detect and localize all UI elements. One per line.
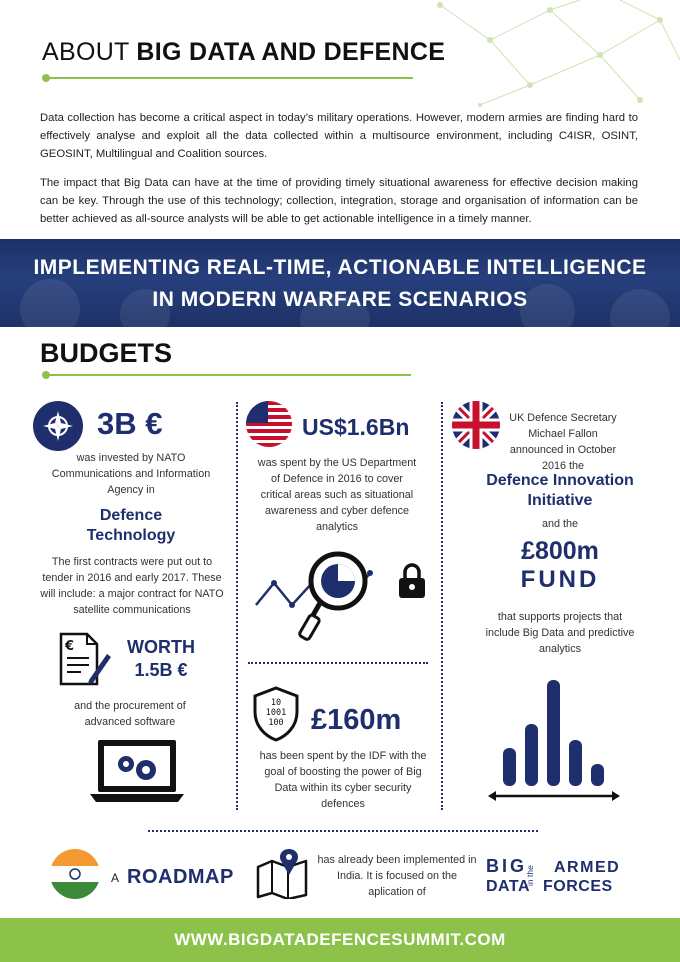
title-light: ABOUT [42, 38, 130, 66]
page-title [42, 38, 445, 67]
uk-fund: FUND [520, 566, 600, 593]
budgets-underline [46, 374, 411, 376]
middle-divider [248, 662, 428, 664]
india-flag-icon [50, 849, 100, 899]
padlock-icon [398, 562, 426, 600]
uk-flag-icon [452, 401, 500, 449]
nato-text-1: was invested by NATO Communications and Information Agency in [51, 452, 211, 496]
uk-and: and the [541, 518, 579, 530]
intro-paragraph-1: Data collection has become a critical aspect in today’s military operations. However, modern armies are finding hard to effectively analyse and exploit all the data collected within a multisource environment, including C4ISR, OSINT, GEOSINT, Multilingual and Coalition sources. [40, 112, 638, 160]
logo-in-the: in the [525, 865, 535, 886]
shield-code: 10 1001 100 [265, 698, 287, 728]
bottom-divider [148, 830, 538, 832]
bar-chart-icon [486, 678, 622, 806]
magnifier-chart-icon [252, 543, 392, 643]
nato-worth: WORTH 1.5B € [127, 637, 195, 680]
logo-big: BIG [486, 856, 528, 876]
uk-text-1: UK Defence Secretary Michael Fallon announced in October 2016 the [509, 412, 617, 472]
india-roadmap: ROADMAP [127, 866, 234, 888]
uk-text-2: that supports projects that include Big Data and predictive analytics [485, 611, 635, 655]
nato-amount: 3B € [97, 406, 163, 441]
logo-forces: FORCES [543, 878, 613, 895]
budgets-title: BUDGETS [40, 338, 173, 368]
us-amount: US$1.6Bn [302, 414, 410, 440]
us-flag-icon [246, 401, 292, 447]
india-text: has already been implemented in India. It is focused on the aplication of [317, 854, 477, 898]
nato-flag-icon [33, 401, 83, 451]
logo-armed: ARMED [554, 859, 621, 876]
idf-amount: £160m [311, 704, 402, 736]
india-prefix: A [111, 871, 120, 885]
logo-data: DATA [486, 878, 531, 895]
budgets-underline-dot [42, 371, 50, 379]
us-text: was spent by the US Department of Defence in 2016 to cover critical areas such as situational awareness and cyber defence analytics [257, 457, 417, 533]
map-pin-icon [255, 847, 309, 899]
intro-paragraph-2: The impact that Big Data can have at the time of providing timely situational awareness for effective decision making can be key. Through the use of this technology; collection, integration, storage and organisation of information can be better achieved as all-source analysts will be able to get actionable intelligence in a timely manner. [40, 177, 638, 225]
document-euro-icon [55, 630, 113, 688]
column-divider-left [236, 402, 238, 810]
title-underline [46, 77, 413, 79]
title-bold: BIG DATA AND DEFENCE [136, 38, 446, 66]
network-decoration [420, 0, 680, 110]
column-divider-right [441, 402, 443, 810]
shield-binary-icon [253, 686, 299, 742]
nato-text-3: and the procurement of advanced software [74, 700, 186, 728]
footer-url[interactable]: WWW.BIGDATADEFENCESUMMIT.COM [174, 930, 506, 949]
banner-line-1: IMPLEMENTING REAL-TIME, ACTIONABLE INTELLIGENCE [33, 256, 647, 279]
laptop-gears-icon [88, 738, 186, 806]
banner-line-2: IN MODERN WARFARE SCENARIOS [152, 288, 528, 311]
nato-highlight: Defence Technology [86, 507, 176, 544]
uk-highlight: Defence Innovation Initiative [486, 472, 634, 509]
nato-text-2: The first contracts were put out to tender in 2016 and early 2017. These will include: a major contract for NATO satellite communications [40, 556, 224, 616]
svg-text:€: € [65, 639, 75, 654]
big-data-armed-forces-logo [486, 856, 636, 900]
title-underline-dot [42, 74, 50, 82]
idf-text: has been spent by the IDF with the goal of boosting the power of Big Data within its cyber security defences [259, 750, 427, 810]
uk-amount: £800m [521, 537, 599, 565]
banner [0, 239, 680, 327]
footer [0, 918, 680, 962]
